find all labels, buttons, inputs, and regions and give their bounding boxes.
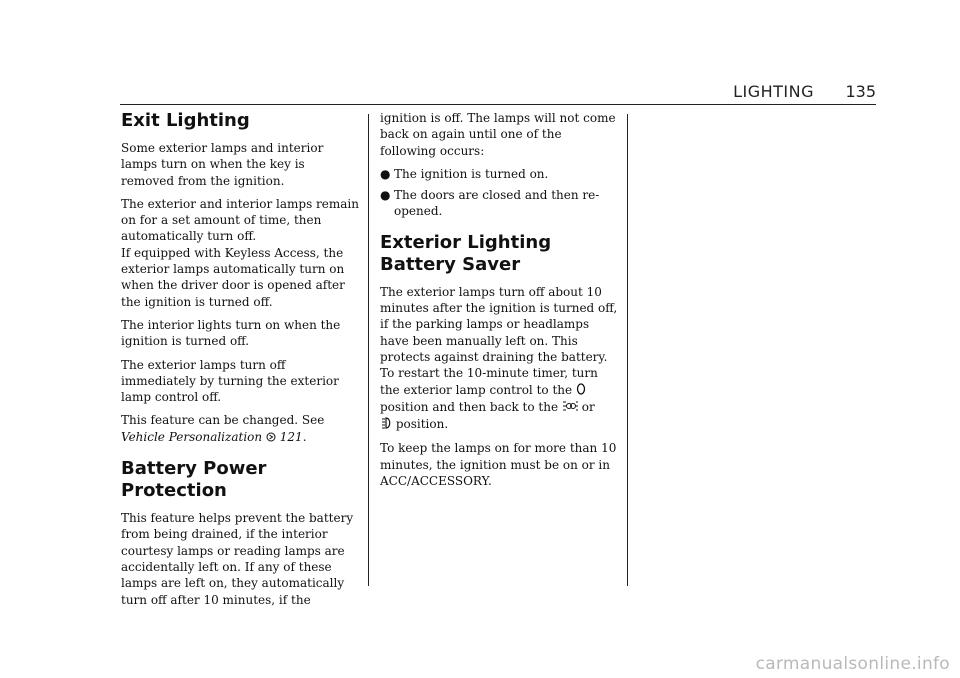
parking-lamps-icon bbox=[562, 400, 578, 416]
heading-exit-lighting: Exit Lighting bbox=[121, 110, 250, 131]
headlamp-icon bbox=[380, 417, 392, 433]
paragraph: If equipped with Keyless Access, the exterior lamps automatically turn on when the driver door is opened after the ignition is turned off. bbox=[121, 245, 345, 309]
paragraph: Some exterior lamps and interior lamps turn on when the key is removed from the ignition. bbox=[121, 141, 324, 188]
cross-reference-page[interactable]: 121 bbox=[279, 429, 303, 444]
paragraph bbox=[380, 284, 620, 434]
column-divider bbox=[368, 114, 369, 586]
heading-exterior-lighting-battery-saver: Exterior Lighting Battery Saver bbox=[380, 231, 552, 275]
page-number: 135 bbox=[845, 82, 876, 101]
paragraph: ignition is off. The lamps will not come back on again until one of the following occurs: bbox=[380, 111, 616, 158]
list-item-text: The ignition is turned on. bbox=[394, 166, 549, 181]
bullet-list bbox=[380, 166, 620, 220]
cross-reference-link[interactable]: Vehicle Personalization bbox=[121, 429, 263, 444]
paragraph: This feature helps prevent the battery from being drained, if the interior courtesy lamps or reading lamps are accidentally left on. If any of these lamps are left on, they automatically turn off after 10 minutes, if the bbox=[121, 511, 354, 607]
paragraph-text: position. bbox=[395, 417, 449, 432]
paragraph-text: The exterior lamps turn off about 10 minutes after the ignition is turned off, if the parking lamps or headlamps have been manually left on. This protects against draining the battery. To restart the 10-minute timer, turn the exterior lamp control to the bbox=[380, 284, 618, 397]
paragraph: The exterior lamps turn off immediately by turning the exterior lamp control off. bbox=[121, 357, 339, 405]
middle-column bbox=[380, 110, 620, 496]
paragraph: To keep the lamps on for more than 10 minutes, the ignition must be on or in ACC/ACCESSORY. bbox=[380, 441, 617, 489]
heading-battery-power-protection: Battery Power Protection bbox=[121, 458, 267, 502]
bullet-icon: ● bbox=[380, 166, 391, 181]
column-divider bbox=[627, 114, 628, 586]
bullet-icon: ● bbox=[380, 188, 391, 203]
punctuation: . bbox=[302, 429, 307, 444]
paragraph-text: or bbox=[581, 399, 595, 414]
left-column bbox=[121, 110, 361, 615]
paragraph: The interior lights turn on when the ignition is turned off. bbox=[121, 317, 341, 349]
section-title: LIGHTING bbox=[733, 82, 814, 101]
paragraph: The exterior and interior lamps remain on for a set amount of time, then automatically turn off. bbox=[121, 196, 359, 244]
paragraph-text: position and then back to the bbox=[380, 399, 559, 414]
list-item bbox=[380, 187, 620, 220]
lamp-off-icon bbox=[576, 383, 586, 399]
watermark: carmanualsonline.info bbox=[755, 654, 950, 674]
list-item-text: The doors are closed and then re-opened. bbox=[394, 188, 600, 219]
page-reference-arrow-icon bbox=[266, 430, 276, 446]
list-item bbox=[380, 166, 620, 182]
paragraph-text: This feature can be changed. See bbox=[121, 413, 325, 428]
paragraph bbox=[121, 412, 361, 446]
page-header bbox=[120, 82, 876, 105]
